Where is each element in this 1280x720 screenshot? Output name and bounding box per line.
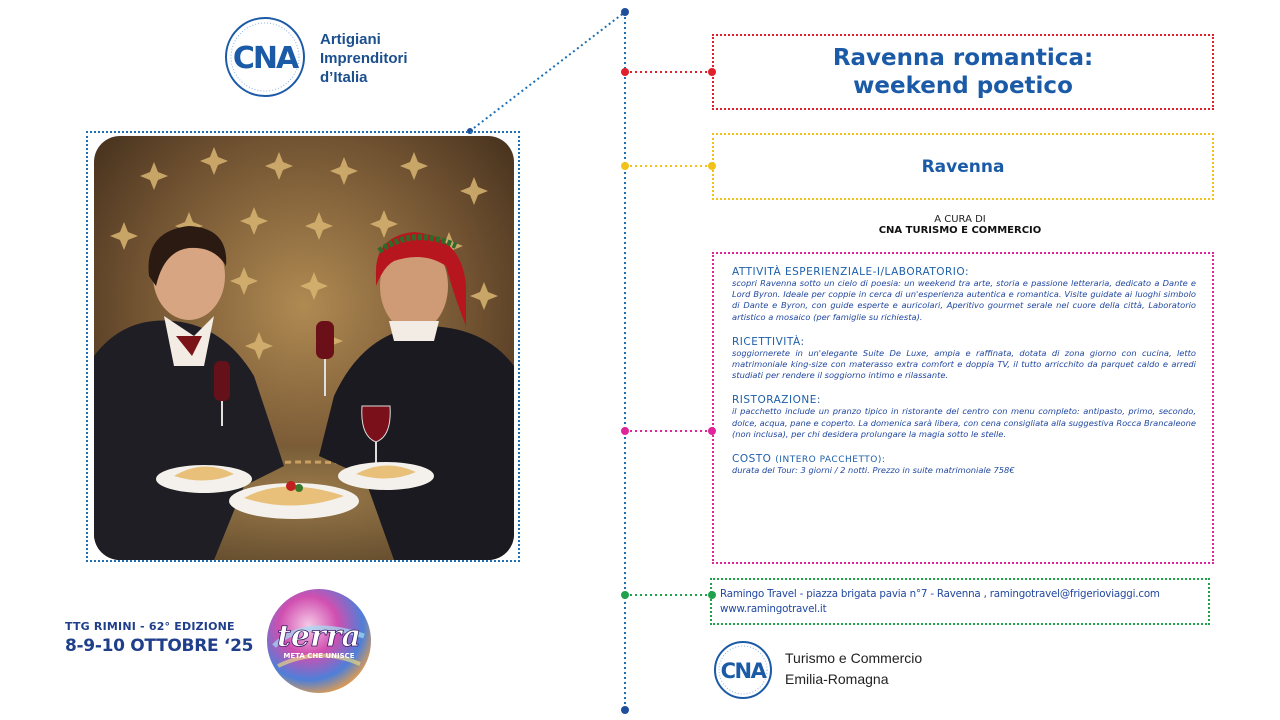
timeline-dot-bottom — [621, 706, 629, 714]
bottom-logo-line: Emilia-Romagna — [785, 671, 889, 687]
contact-box — [710, 578, 1210, 625]
section-heading: ATTIVITÀ ESPERIENZIALE-I/LABORATORIO: — [732, 266, 970, 278]
curated-name: CNA TURISMO E COMMERCIO — [878, 225, 1042, 236]
place-box — [712, 133, 1214, 200]
section-body: scopri Ravenna sotto un cielo di poesia: un weekend tra arte, storia e passione letteraria, dedicato a Dante e Lord Byron. Ideale per coppie in cerca di un'esperienza autentica e romantica. Visite guidate ai luoghi simbolo di Dante e Byron, con guide esperte e auricolari, Aperitivo gourmet serale nel cuore della città, Laboratorio artistico a mosaico (per famiglie su richiesta). — [732, 278, 1196, 322]
dot-place-left — [621, 162, 629, 170]
timeline-dot-top — [621, 8, 629, 16]
dot-details-left — [621, 427, 629, 435]
bottom-logo-line: Turismo e Commercio — [785, 650, 923, 666]
frame-connector — [470, 12, 625, 131]
cost-heading — [732, 453, 1196, 465]
logo-line: Imprenditori — [320, 50, 408, 67]
logo-line: d’Italia — [320, 69, 368, 86]
logo-line: Artigiani — [320, 31, 381, 48]
curated-by — [860, 214, 1060, 236]
cna-logo — [222, 16, 308, 98]
event-dates: 8-9-10 OTTOBRE ‘25 — [65, 636, 254, 656]
contact-address[interactable]: Ramingo Travel - piazza brigata pavia n°7 - Ravenna , ramingotravel@frigerioviaggi.com — [720, 588, 1160, 600]
event-edition: TTG RIMINI - 62° EDIZIONE — [65, 620, 235, 633]
place-name: Ravenna — [921, 156, 1005, 177]
dot-title-left — [621, 68, 629, 76]
curated-prefix: A CURA DI — [934, 214, 986, 225]
cost-heading-label: COSTO — [732, 453, 772, 466]
terra-word: terra — [277, 619, 361, 654]
terra-logo — [264, 586, 374, 696]
contact-website-link[interactable]: www.ramingotravel.it — [720, 603, 827, 615]
section-heading: RISTORAZIONE: — [732, 394, 821, 407]
details-box — [712, 252, 1214, 564]
cna-bottom-text — [785, 648, 922, 690]
section-body: soggiornerete in un'elegante Suite De Luxe, ampia e raffinata, dotata di zona giorno con cucina, letto matrimoniale king-size con materasso extra comfort e doppia TV, il tutto arricchito da parquet caldo e arredi studiati per rendere il soggiorno intimo e rilassante. — [732, 347, 1196, 381]
page-title-line1: Ravenna romantica: — [832, 45, 1094, 71]
cost-body: durata del Tour: 3 giorni / 2 notti. Prezzo in suite matrimoniale 758€ — [732, 465, 1015, 476]
dante-byron-image — [94, 136, 514, 560]
cna-logo-mark: CNA — [232, 41, 298, 76]
section-body: il pacchetto include un pranzo tipico in ristorante del centro con menu completo: antipasto, primo, secondo, dolce, acqua, pane e coperto. La domenica sarà libera, con cena consigliata alla suggestiva Rocca Brancaleone (non inclusa), per chi desidera prolungare la magia sotto le stelle. — [732, 406, 1196, 439]
terra-tagline: META CHE UNISCE — [283, 652, 355, 660]
dot-contact-left — [621, 591, 629, 599]
cna-bottom-mark: CNA — [720, 659, 766, 683]
cna-bottom-logo — [712, 640, 774, 700]
cna-logo-text — [320, 30, 408, 87]
cost-heading-note: (INTERO PACCHETTO): — [775, 455, 886, 466]
event-info — [65, 620, 253, 656]
page-title-line2: weekend poetico — [853, 73, 1073, 99]
section-heading: RICETTIVITÀ: — [732, 335, 805, 348]
title-box — [712, 34, 1214, 110]
